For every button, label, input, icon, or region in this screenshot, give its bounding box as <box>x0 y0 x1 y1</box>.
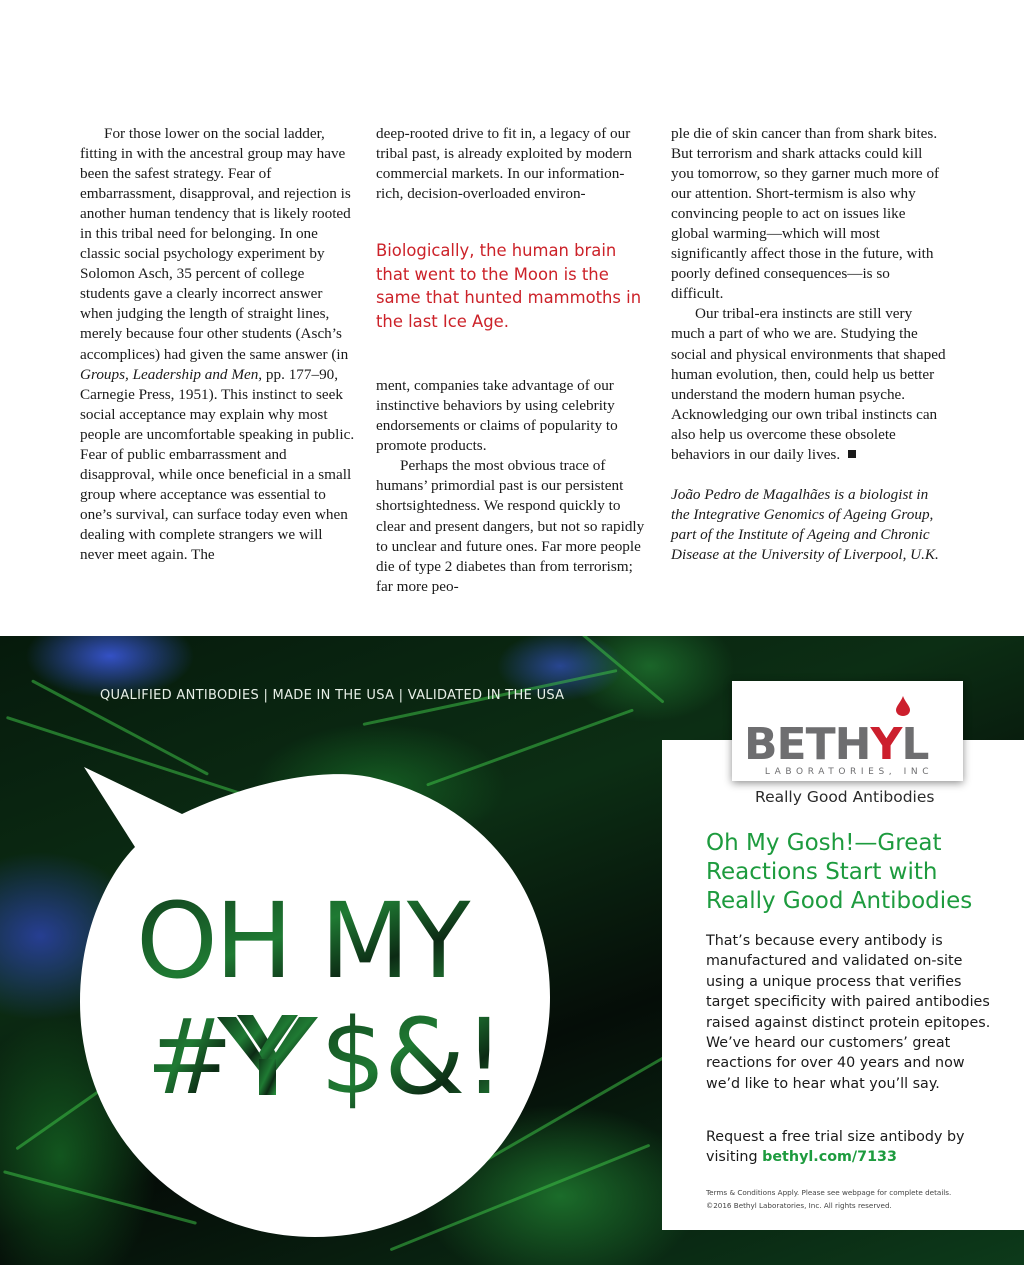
article-paragraph: Perhaps the most obvious trace of humans’ primordial past is our persistent shortsightedness. We respond quickly to clear and present dangers, but not so rapidly to unclear and future ones. Far more people die of type 2 diabetes than from terrorism; far more peo- <box>376 457 645 595</box>
bubble-symbols: $&! <box>320 996 503 1118</box>
article-paragraph: ment, companies take advantage of our instinctive behaviors by using celebrity endorsements or claims of popularity to promote products. <box>376 377 618 455</box>
logo-text: BETH <box>744 719 871 770</box>
article-paragraph: deep-rooted drive to fit in, a legacy of our tribal past, is already exploited by modern commercial markets. In our information-rich, decision-overloaded environ- <box>376 125 633 203</box>
logo-subtitle: LABORATORIES, INC <box>764 767 934 777</box>
logo-text: L <box>901 719 929 770</box>
bubble-hash: # <box>146 996 234 1118</box>
citation-italic: Groups, Leadership and Men, <box>80 365 263 383</box>
article-paragraph <box>80 124 355 565</box>
paragraph-text: pp. 177–90, Carnegie Press, 1951). This instinct to seek social acceptance may explain why most people are uncomfortable speaking in public. Fear of public embarrassment and disapproval, while once beneficial in a small group where acceptance was essential to one’s survival, can surface today even when dealing with complete strangers we will never meet again. The <box>80 365 355 563</box>
logo-text-y: Y <box>870 719 902 770</box>
advertisement <box>0 636 1024 1265</box>
bethyl-link[interactable]: bethyl.com/7133 <box>762 1149 897 1166</box>
bubble-lettering <box>70 767 560 1257</box>
author-bio: João Pedro de Magalhães is a biologist in the Integrative Genomics of Ageing Group, part of the Institute of Ageing and Chronic Disease at the University of Liverpool, U.K. <box>671 485 939 563</box>
logo-wordmark <box>744 719 954 770</box>
terms-text: Terms & Conditions Apply. Please see webpage for complete details. <box>706 1188 952 1197</box>
paragraph-text: For those lower on the social ladder, fitting in with the ancestral group may have been the safest strategy. Fear of embarrassment, disapproval, and rejection is another human tendency that is likely rooted in this tribal need for belonging. In one classic social psychology experiment by Solomon Asch, 35 percent of college students gave a clearly incorrect answer when judging the length of straight lines, merely because four other students (Asch’s accomplices) had given the same answer (in <box>80 125 351 363</box>
article-paragraph: ple die of skin cancer than from shark bites. But terrorism and shark attacks could kill you tomorrow, so they garner much more of our attention. Short-termism is also why convincing people to act on issues like global warming—which will most significantly affect those in the future, with poorly defined consequences—is so difficult. <box>671 125 940 303</box>
copyright-text: ©2016 Bethyl Laboratories, Inc. All rights reserved. <box>706 1201 892 1210</box>
ad-tagline: QUALIFIED ANTIBODIES | MADE IN THE USA | VALIDATED IN THE USA <box>100 688 565 703</box>
blood-drop-icon <box>896 696 910 716</box>
brand-tagline: Really Good Antibodies <box>755 788 935 806</box>
ad-call-to-action <box>706 1127 996 1168</box>
article-column-2 <box>376 124 646 597</box>
end-mark-icon <box>848 450 856 458</box>
article-paragraph <box>671 304 946 464</box>
bubble-text <box>70 767 560 1257</box>
cta-text: Request a free trial size antibody by visiting <box>706 1129 965 1166</box>
ad-headline: Oh My Gosh!—Great Reactions Start with Really Good Antibodies <box>706 830 973 914</box>
fine-print <box>706 1186 996 1212</box>
paragraph-text: Our tribal-era instincts are still very much a part of who we are. Studying the social and physical environments that shaped human evolution, then, could help us better understand the modern human psyche. Acknowledging our own tribal instincts can also help us overcome these obsolete behaviors in our daily lives. <box>671 305 946 463</box>
ad-body: That’s because every antibody is manufactured and validated on-site using a unique process that verifies target specificity with paired antibodies raised against distinct protein epitopes. We’ve heard our customers’ great reactions for over 40 years and now we’d like to hear what you’ll say. <box>706 933 991 1092</box>
article-column-1 <box>80 124 355 565</box>
bubble-line-1: OH MY <box>136 880 468 1002</box>
bethyl-logo <box>732 681 963 781</box>
article-column-3 <box>671 124 946 565</box>
pull-quote: Biologically, the human brain that went to the Moon is the same that hunted mammoths in the last Ice Age. <box>376 241 642 331</box>
